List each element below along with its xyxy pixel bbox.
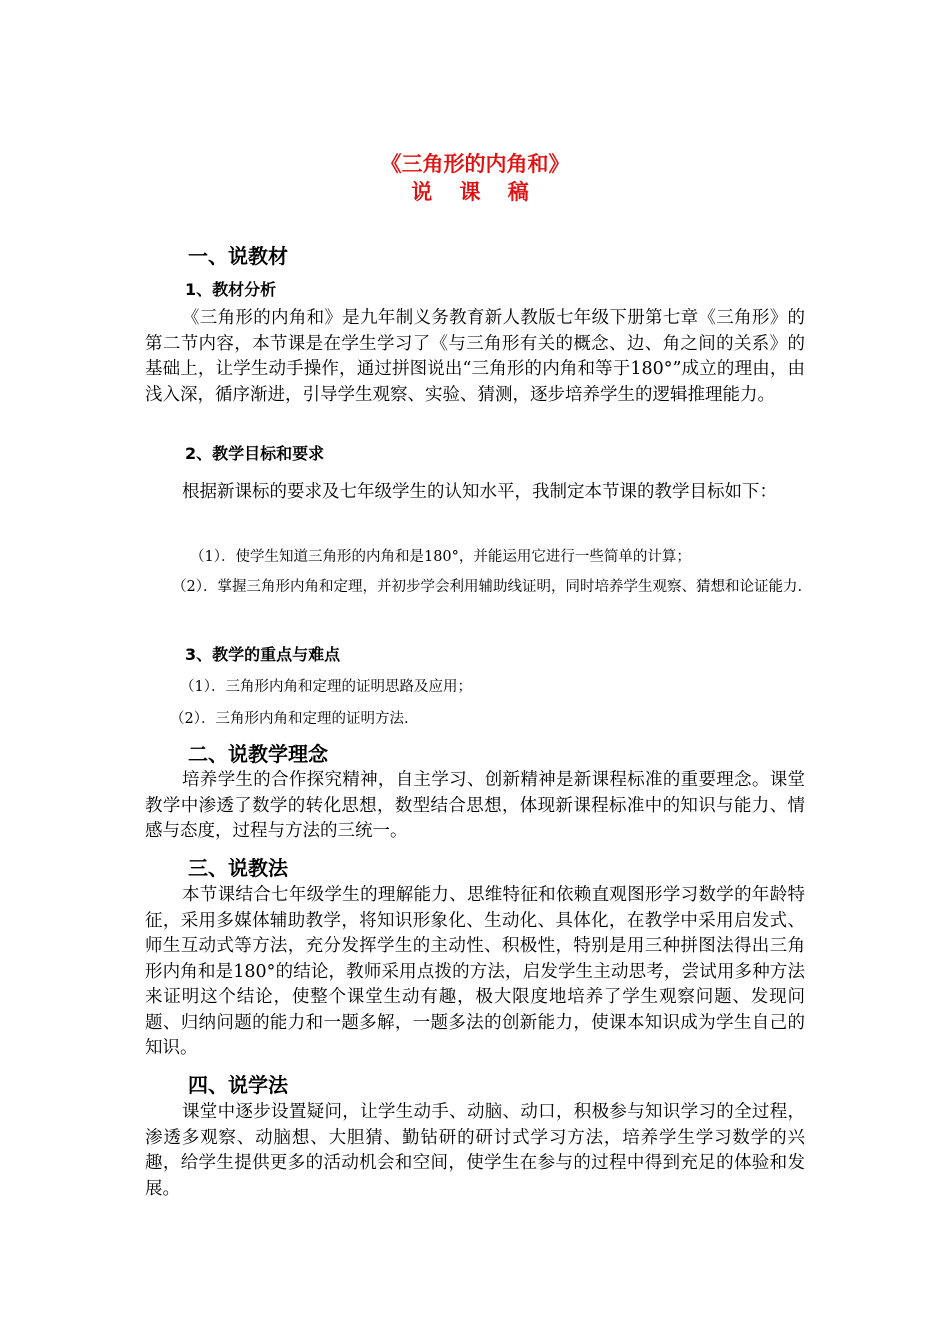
- section1-heading: 一、说教材: [188, 244, 288, 268]
- document-title: 《三角形的内角和》: [380, 152, 570, 176]
- focus-item-1: （1）．三角形内角和定理的证明思路及应用；: [180, 679, 472, 695]
- document-subtitle: 说 课 稿: [411, 180, 539, 204]
- sub1-paragraph: 《三角形的内角和》是九年制义务教育新人教版七年级下册第七章《三角形》的第二节内容，本节课是在学生学习了《与三角形有关的概念、边、角之间的关系》的基础上，让学生动手操作，通过拼图说出“三角形的内角和等于180°”成立的理由，由浅入深，循序渐进，引导学生观察、实验、猜测，逐步培养学生的逻辑推理能力。: [145, 308, 805, 405]
- sub2-heading: 2、教学目标和要求: [185, 444, 325, 463]
- goal-item-1: （1）．使学生知道三角形的内角和是180°，并能运用它进行一些简单的计算；: [190, 549, 691, 565]
- section2-paragraph: 培养学生的合作探究精神，自主学习、创新精神是新课程标准的重要理念。课堂教学中渗透了数学的转化思想，数型结合思想，体现新课程标准中的知识与能力、情感与态度，过程与方法的三统一。: [145, 770, 805, 841]
- sub3-heading: 3、教学的重点与难点: [185, 645, 341, 664]
- section4-paragraph: 课堂中逐步设置疑问，让学生动手、动脑、动口，积极参与知识学习的全过程，渗透多观察、动脑想、大胆猜、勤钻研的研讨式学习方法，培养学生学习数学的兴趣，给学生提供更多的活动机会和空间，使学生在参与的过程中得到充足的体验和发展。: [145, 1102, 805, 1199]
- section4-heading: 四、说学法: [188, 1073, 288, 1097]
- section3-paragraph: 本节课结合七年级学生的理解能力、思维特征和依赖直观图形学习数学的年龄特征，采用多媒体辅助教学，将知识形象化、生动化、具体化，在教学中采用启发式、师生互动式等方法，充分发挥学生的主动性、积极性，特别是用三种拼图法得出三角形内角和是180°的结论，教师采用点拨的方法，启发学生主动思考，尝试用多种方法来证明这个结论，使整个课堂生动有趣，极大限度地培养了学生观察问题、发现问题、归纳问题的能力和一题多解，一题多法的创新能力，使课本知识成为学生自己的知识。: [145, 885, 805, 1058]
- sub2-paragraph: 根据新课标的要求及七年级学生的认知水平，我制定本节课的教学目标如下：: [182, 482, 777, 502]
- focus-item-2: （2）．三角形内角和定理的证明方法.: [170, 711, 409, 727]
- goal-item-2: （2）．掌握三角形内角和定理，并初步学会利用辅助线证明，同时培养学生观察、猜想和论证能力.: [172, 579, 803, 595]
- sub1-heading: 1、教材分析: [185, 280, 277, 299]
- section3-heading: 三、说教法: [188, 856, 288, 880]
- section2-heading: 二、说教学理念: [188, 742, 328, 766]
